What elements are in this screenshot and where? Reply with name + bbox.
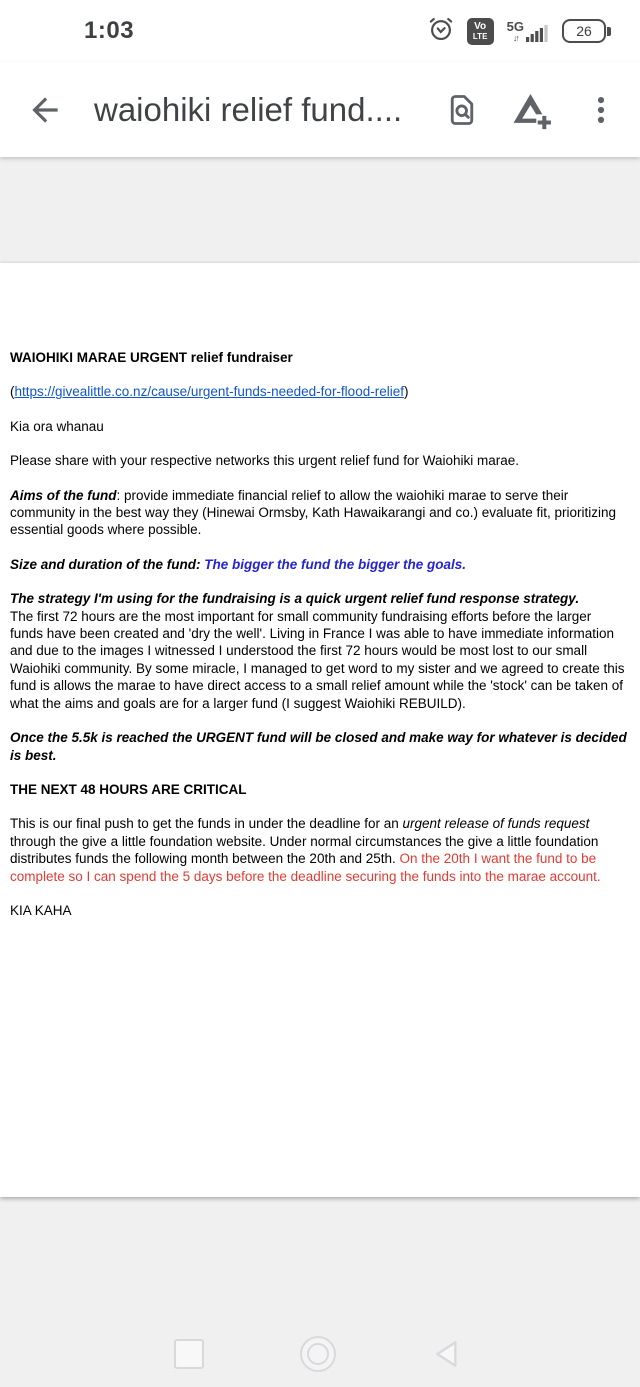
app-bar: [0, 62, 640, 157]
app-bar-actions: [444, 90, 618, 130]
text-run-italic: urgent release of funds request: [402, 816, 590, 832]
givealittle-link[interactable]: https://givealittle.co.nz/cause/urgent-funds-needed-for-flood-relief: [14, 384, 404, 400]
find-in-document-button[interactable]: [444, 92, 480, 128]
text-run: The first 72 hours are the most important for small community fundraising efforts before the larger funds have been created and 'dry the well'. Living in France I was able to have immediate information and due to the images I witnessed I understood the first 72 hours would be most lost to our small Waiohiki community. By some miracle, I managed to get word to my sister and we agreed to create this fund is allows the marae to have direct access to a small relief amount while the 'stock' can be taken of what the aims and goals are for a larger fund (I suggest Waiohiki REBUILD).: [10, 608, 625, 711]
doc-share-notice: Please share with your respective networks this urgent relief fund for Waiohiki marae.: [10, 453, 519, 469]
android-nav-bar: [0, 1321, 640, 1387]
signal-5g-icon: [507, 20, 549, 43]
doc-heading: WAIOHIKI MARAE URGENT relief fundraiser: [10, 350, 293, 365]
document-viewer[interactable]: [0, 157, 640, 1387]
size-value: The bigger the fund the bigger the goals.: [204, 556, 466, 572]
text-run: : provide immediate financial relief to allow the waiohiki marae to serve their community in the best way they (Hinewai Ormsby, Kath Hawaikarangi and co.) evaluate fit, prioritizing essential goods where possible.: [10, 487, 617, 538]
strategy-heading: The strategy I'm using for the fundraising is a quick urgent relief fund response strategy.: [10, 591, 580, 607]
text-run: This is our final push to get the funds in under the deadline for an: [10, 816, 403, 832]
home-circle-icon: [300, 1336, 336, 1372]
doc-critical-heading: THE NEXT 48 HOURS ARE CRITICAL: [10, 781, 247, 797]
signal-bars-icon: [526, 23, 549, 43]
status-icons: [428, 16, 612, 47]
text-run-red: On the 20th I want the fund to be complete so I can spend the 5 days before the deadline securing the funds into the marae account.: [10, 851, 601, 884]
doc-link-line: [10, 383, 628, 400]
back-nav-button[interactable]: [432, 1337, 466, 1371]
overflow-menu-button[interactable]: [584, 93, 618, 127]
volte-icon: Vo LTE: [467, 18, 494, 45]
battery-percent: 26: [576, 23, 592, 39]
text-run: (: [10, 384, 15, 400]
find-in-page-icon: [444, 92, 480, 128]
doc-greeting: Kia ora whanau: [10, 418, 104, 434]
document-page[interactable]: [0, 263, 640, 1197]
back-button[interactable]: [26, 91, 64, 129]
home-button[interactable]: [300, 1336, 336, 1372]
doc-size-duration-paragraph: [10, 556, 628, 573]
doc-aims-paragraph: [10, 487, 628, 539]
doc-strategy-paragraph: [10, 590, 628, 712]
size-label: Size and duration of the fund:: [10, 556, 205, 572]
text-run: through the give a little foundation website. Under normal circumstances the give a little foundation distributes funds the following month between the 20th and 25th.: [10, 833, 599, 867]
recents-button[interactable]: [174, 1339, 204, 1369]
back-triangle-icon: [432, 1337, 466, 1371]
alarm-icon: [428, 16, 454, 47]
aims-label: Aims of the fund: [10, 487, 117, 503]
more-vert-icon: [584, 93, 618, 127]
network-type-label: 5G: [506, 18, 524, 34]
status-time: 1:03: [84, 17, 135, 44]
doc-signoff: KIA KAHA: [10, 902, 72, 918]
drive-add-icon: [512, 90, 552, 130]
doc-final-push-paragraph: [10, 815, 628, 885]
battery-icon: [562, 19, 606, 43]
text-run: ): [403, 384, 409, 400]
data-arrows-icon: ↓↑: [512, 32, 518, 43]
doc-milestone-paragraph: Once the 5.5k is reached the URGENT fund will be closed and make way for whatever is decided is best.: [10, 730, 627, 763]
add-to-drive-button[interactable]: [512, 90, 552, 130]
status-bar: [0, 0, 640, 62]
arrow-left-icon: [26, 91, 64, 129]
recents-square-icon: [174, 1339, 204, 1369]
document-title: waiohiki relief fund....: [94, 90, 403, 128]
